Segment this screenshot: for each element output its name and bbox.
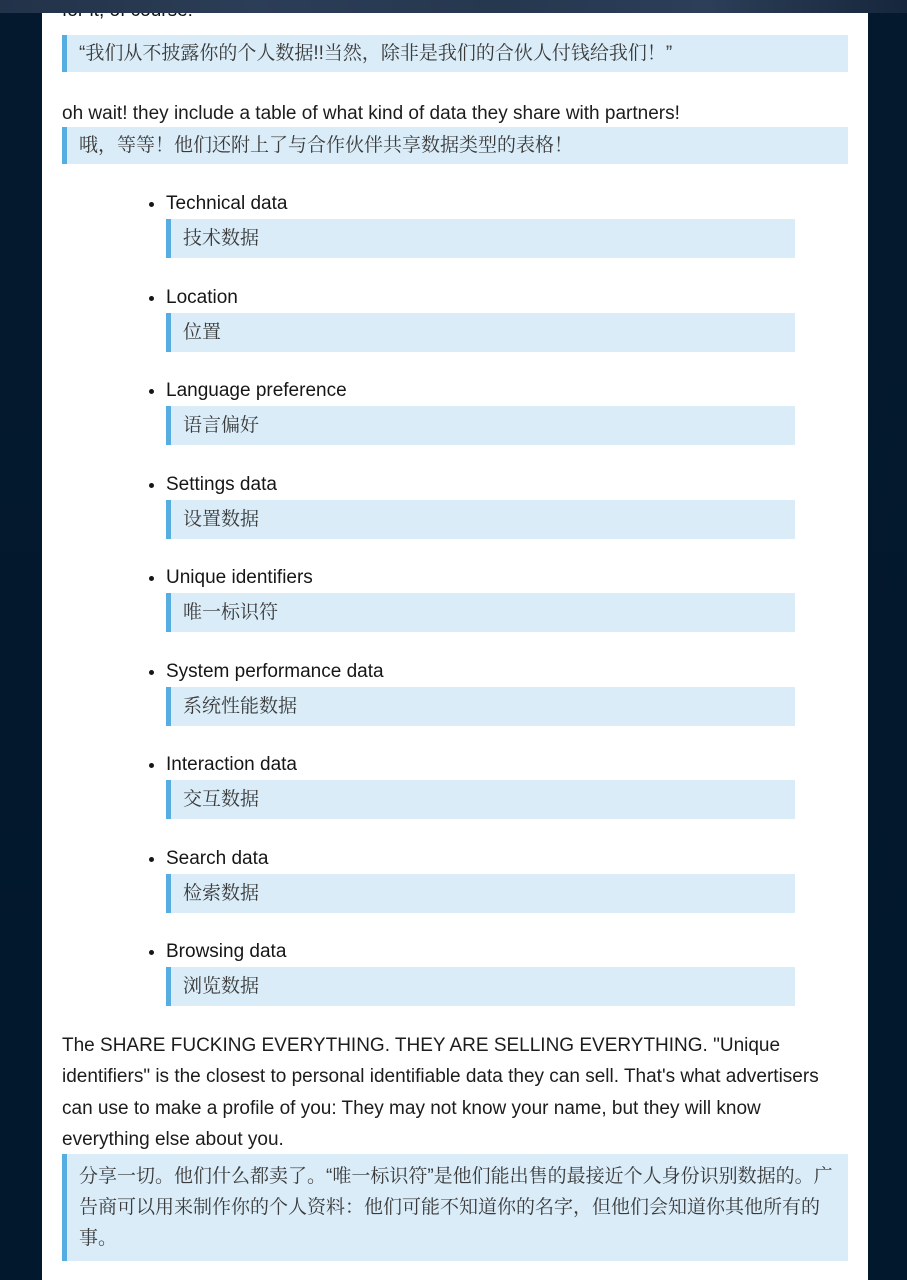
translation-text: “我们从不披露你的个人数据!!当然，除非是我们的合伙人付钱给我们！” <box>79 42 673 64</box>
list-item-label: Settings data <box>166 473 277 495</box>
data-types-list <box>62 188 848 1006</box>
translation-quote <box>166 780 795 819</box>
list-item-label: Language preference <box>166 380 347 401</box>
list-item <box>166 936 848 1006</box>
translation-quote <box>62 127 848 164</box>
list-item <box>166 656 848 726</box>
translation-quote <box>62 35 848 72</box>
list-item-label: System performance data <box>166 660 384 682</box>
translation-text: 哦，等等！他们还附上了与合作伙伴共享数据类型的表格！ <box>79 135 574 156</box>
paragraph: oh wait! they include a table of what kind of data they share with partners! <box>62 102 680 124</box>
translation-text: 位置 <box>183 321 222 343</box>
list-item-label: Location <box>166 286 238 308</box>
translation-text: 检索数据 <box>183 882 260 904</box>
translation-quote <box>62 1154 848 1261</box>
translation-text: 设置数据 <box>183 508 260 530</box>
translation-quote <box>166 406 795 445</box>
translation-quote <box>166 500 795 539</box>
top-bar <box>0 0 907 13</box>
translation-text: 技术数据 <box>183 228 260 249</box>
translation-text: 系统性能数据 <box>183 695 298 717</box>
article-body <box>42 0 868 1261</box>
translation-quote <box>166 967 795 1006</box>
translation-quote <box>166 593 795 632</box>
translation-text: 唯一标识符 <box>183 602 279 623</box>
content-sheet <box>42 0 868 1280</box>
list-item <box>166 375 848 445</box>
list-item-label: Interaction data <box>166 754 297 775</box>
list-item-label: Technical data <box>166 193 288 214</box>
list-item <box>166 282 848 352</box>
translation-text: 分享一切。他们什么都卖了。“唯一标识符”是他们能出售的最接近个人身份识别数据的。广告商可以用来制作你的个人资料：他们可能不知道你的名字，但他们会知道你其他所有的事。 <box>79 1165 833 1249</box>
list-item-label: Unique identifiers <box>166 567 313 588</box>
list-item <box>166 469 848 539</box>
list-item <box>166 749 848 819</box>
list-item-label: Browsing data <box>166 941 287 962</box>
translation-quote <box>166 313 795 352</box>
translation-quote <box>166 874 795 913</box>
translation-quote <box>166 219 795 258</box>
translation-text: 语言偏好 <box>183 415 260 436</box>
list-item <box>166 562 848 632</box>
list-item <box>166 843 848 913</box>
translation-text: 交互数据 <box>183 789 260 810</box>
list-item-label: Search data <box>166 847 269 869</box>
list-item <box>166 188 848 258</box>
paragraph: The SHARE FUCKING EVERYTHING. THEY ARE SELLING EVERYTHING. "Unique identifiers" is the closest to personal identifiable data they can sell. That's what advertisers can use to make a profile of you: They may not know your name, but they will know everything else about you. <box>62 1034 819 1150</box>
translation-text: 浏览数据 <box>183 976 260 997</box>
translation-quote <box>166 687 795 726</box>
